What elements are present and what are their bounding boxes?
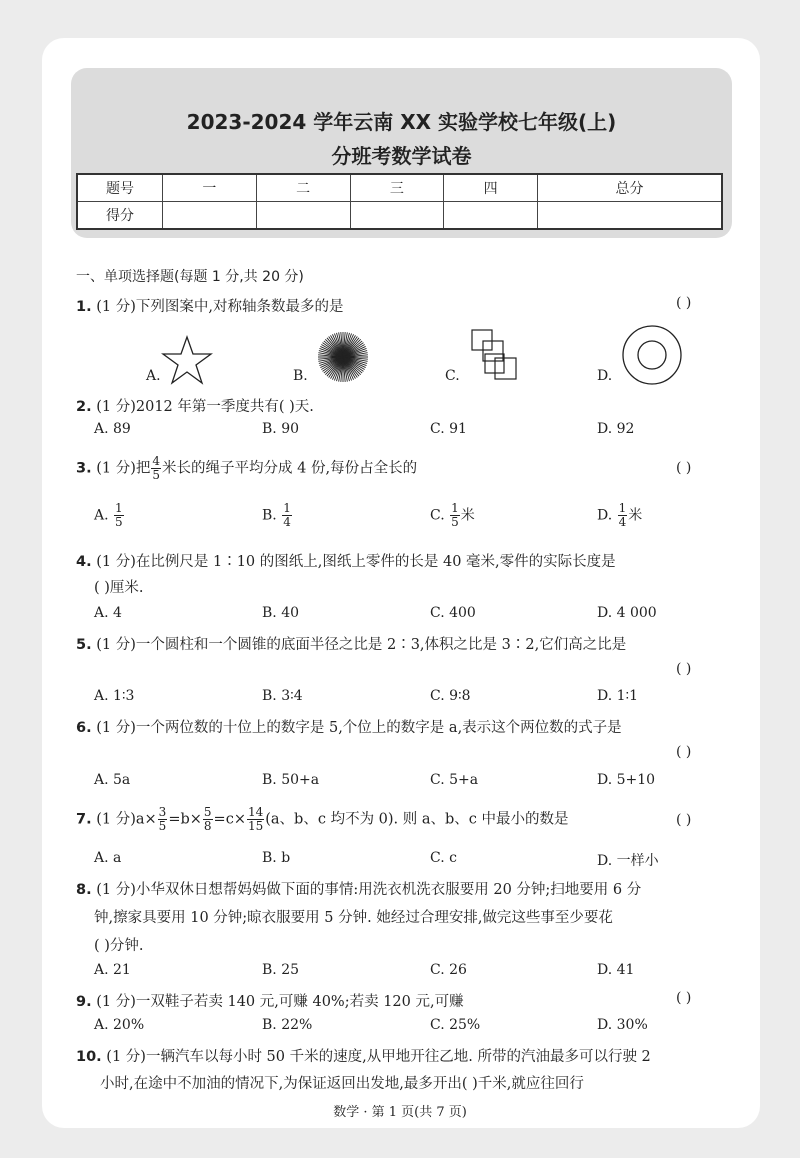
option-a[interactable]: A. 20%: [94, 1017, 145, 1033]
question-number: 2.: [76, 399, 92, 415]
question-number: 10.: [76, 1049, 102, 1065]
option-b[interactable]: B. 90: [262, 421, 300, 437]
question-number: 6.: [76, 720, 92, 736]
answer-blank[interactable]: ( ): [676, 460, 692, 476]
question-text: (1 分)2012 年第一季度共有( )天.: [96, 399, 314, 415]
option-a[interactable]: A. 21: [94, 962, 131, 978]
option-d[interactable]: D. 5+10: [597, 772, 656, 788]
question-7: [76, 806, 569, 833]
question-6: [76, 716, 622, 737]
score-input[interactable]: [444, 202, 538, 230]
fraction: $\frac{14}{15}$: [247, 805, 264, 833]
question-10: [76, 1045, 651, 1066]
question-text-continued: ( )厘米.: [94, 580, 144, 596]
score-input[interactable]: [538, 202, 722, 230]
question-number: 7.: [76, 811, 92, 828]
option-c[interactable]: C. 400: [430, 605, 476, 621]
score-cell: 一: [163, 174, 257, 202]
exam-title: 2023-2024 学年云南 XX 实验学校七年级(上): [186, 110, 617, 134]
question-number: 9.: [76, 994, 92, 1010]
question-text: 米长的绳子平均分成 4 份,每份占全长的: [162, 460, 418, 477]
option-a[interactable]: A. a: [94, 850, 122, 866]
option-b[interactable]: B. b: [262, 850, 291, 866]
option-c[interactable]: C. 25%: [430, 1017, 481, 1033]
fraction: $\frac{4}{5}$: [152, 454, 161, 482]
option-b[interactable]: B.: [293, 368, 308, 384]
option-d[interactable]: D. 41: [597, 962, 635, 978]
question-text-continued: 钟,擦家具要用 10 分钟;晾衣服要用 5 分钟. 她经过合理安排,做完这些事至少要花: [94, 910, 613, 926]
option-a[interactable]: A. 89: [94, 421, 131, 437]
question-5: [76, 633, 626, 654]
option-b[interactable]: B. 22%: [262, 1017, 313, 1033]
score-table-header-row: [77, 174, 722, 202]
option-a[interactable]: A. 1∶3: [94, 688, 135, 704]
score-cell: 总分: [538, 174, 722, 202]
answer-blank[interactable]: ( ): [676, 812, 692, 828]
answer-blank[interactable]: ( ): [676, 295, 692, 311]
option-b[interactable]: B. 40: [262, 605, 300, 621]
overlapping-squares-figure-icon: [470, 328, 520, 382]
concentric-circles-figure-icon: [621, 324, 683, 386]
option-b[interactable]: B. 50+a: [262, 772, 320, 788]
answer-blank[interactable]: ( ): [676, 990, 692, 1006]
question-text: (a、b、c 均不为 0). 则 a、b、c 中最小的数是: [265, 811, 569, 828]
option-b[interactable]: B. 3∶4: [262, 688, 303, 704]
option-c[interactable]: C. 9∶8: [430, 688, 471, 704]
score-input[interactable]: [163, 202, 257, 230]
question-text: (1 分)下列图案中,对称轴条数最多的是: [96, 299, 344, 315]
score-table: [76, 173, 723, 230]
option-c[interactable]: C. $\frac{1}{5}$ 米: [430, 501, 475, 529]
option-a[interactable]: A. 4: [94, 605, 122, 621]
exam-subtitle: 分班考数学试卷: [331, 144, 472, 168]
question-text: (1 分)把: [96, 460, 151, 477]
option-a[interactable]: A. 5a: [94, 772, 131, 788]
score-cell: 得分: [77, 202, 163, 230]
question-1: [76, 295, 343, 316]
score-cell: 二: [256, 174, 350, 202]
option-d[interactable]: D. 4 000: [597, 605, 657, 621]
question-text-continued: ( )分钟.: [94, 938, 144, 954]
score-input[interactable]: [350, 202, 444, 230]
option-d[interactable]: D. 1∶1: [597, 688, 639, 704]
question-number: 4.: [76, 554, 92, 570]
section-title: 一、单项选择题(每题 1 分,共 20 分): [76, 269, 304, 285]
question-text: (1 分)一辆汽车以每小时 50 千米的速度,从甲地开往乙地. 所带的汽油最多可以行驶 2: [106, 1049, 651, 1065]
fraction: $\frac{3}{5}$: [158, 805, 167, 833]
question-text: (1 分)小华双休日想帮妈妈做下面的事情:用洗衣机洗衣服要用 20 分钟;扫地要用 6 分: [96, 882, 642, 898]
answer-blank[interactable]: ( ): [676, 744, 692, 760]
question-text: =c×: [213, 811, 246, 828]
score-table-row: [77, 202, 722, 230]
score-input[interactable]: [256, 202, 350, 230]
option-c[interactable]: C. 91: [430, 421, 467, 437]
question-2: [76, 395, 314, 416]
question-9: [76, 990, 464, 1011]
fraction: $\frac{5}{8}$: [203, 805, 212, 833]
score-cell: 题号: [77, 174, 163, 202]
question-number: 5.: [76, 637, 92, 653]
option-a[interactable]: A.: [146, 368, 161, 384]
option-c[interactable]: C.: [445, 368, 460, 384]
sunburst-figure-icon: [317, 331, 369, 383]
page-footer: 数学 · 第 1 页(共 7 页): [333, 1105, 467, 1120]
question-text: (1 分)一个两位数的十位上的数字是 5,个位上的数字是 a,表示这个两位数的式子是: [96, 720, 622, 736]
option-b[interactable]: B. $\frac{1}{4}$: [262, 501, 291, 529]
score-cell: 三: [350, 174, 444, 202]
option-d[interactable]: D. $\frac{1}{4}$ 米: [597, 501, 643, 529]
option-c[interactable]: C. 26: [430, 962, 467, 978]
question-text: =b×: [168, 811, 202, 828]
option-c[interactable]: C. 5+a: [430, 772, 479, 788]
question-text: (1 分)在比例尺是 1∶10 的图纸上,图纸上零件的长是 40 毫米,零件的实际长度是: [96, 554, 616, 570]
question-text: (1 分)a×: [96, 811, 157, 828]
option-b[interactable]: B. 25: [262, 962, 300, 978]
option-c[interactable]: C. c: [430, 850, 457, 866]
score-cell: 四: [444, 174, 538, 202]
option-a[interactable]: A. $\frac{1}{5}$: [94, 501, 123, 529]
question-number: 1.: [76, 299, 92, 315]
question-8: [76, 878, 641, 899]
option-d[interactable]: D. 92: [597, 421, 635, 437]
question-text: (1 分)一个圆柱和一个圆锥的底面半径之比是 2∶3,体积之比是 3∶2,它们高之比是: [96, 637, 627, 653]
answer-blank[interactable]: ( ): [676, 661, 692, 677]
question-number: 8.: [76, 882, 92, 898]
option-d[interactable]: D.: [597, 368, 613, 384]
option-d[interactable]: D. 一样小: [597, 853, 659, 869]
question-text: (1 分)一双鞋子若卖 140 元,可赚 40%;若卖 120 元,可赚: [96, 994, 464, 1010]
question-4: [76, 550, 616, 571]
question-3: [76, 455, 417, 482]
question-number: 3.: [76, 460, 92, 477]
option-d[interactable]: D. 30%: [597, 1017, 648, 1033]
question-text-continued: 小时,在途中不加油的情况下,为保证返回出发地,最多开出( )千米,就应往回行: [100, 1076, 584, 1092]
star-figure-icon: [161, 335, 213, 385]
